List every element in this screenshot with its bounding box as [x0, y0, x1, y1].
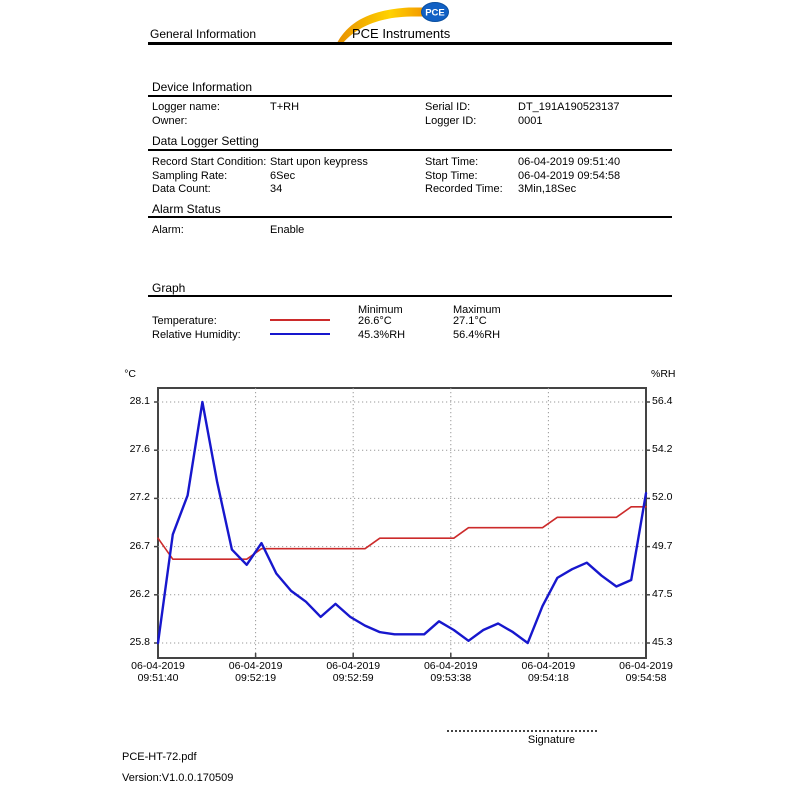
y-axis-left-tick-label: 26.7	[129, 539, 150, 552]
signature-line	[447, 730, 597, 732]
data-count-label: Data Count:	[152, 183, 211, 195]
recorded-time-value: 3Min,18Sec	[518, 183, 577, 195]
humidity-legend-line	[270, 333, 330, 335]
logger-id-label: Logger ID:	[425, 115, 477, 127]
page-title: General Information	[150, 27, 257, 41]
x-axis-tick-label: 06-04-2019 09:54:58	[619, 660, 673, 684]
line-chart	[97, 360, 697, 692]
logger-name-label: Logger name:	[152, 101, 220, 113]
y-axis-right-title: %RH	[651, 368, 676, 380]
x-axis-tick-label: 06-04-2019 09:52:59	[326, 660, 381, 684]
stop-time-value: 06-04-2019 09:54:58	[518, 170, 621, 182]
legend-col-maximum: Maximum	[453, 304, 501, 316]
stop-time-label: Stop Time:	[425, 170, 478, 182]
temperature-line	[158, 507, 646, 559]
brand-text: PCE Instruments	[352, 26, 451, 41]
section-title-graph: Graph	[152, 281, 186, 295]
signature-label: Signature	[527, 734, 575, 746]
start-time-label: Start Time:	[425, 156, 479, 168]
data-count-value: 34	[270, 183, 283, 195]
record-start-value: Start upon keypress	[270, 156, 368, 168]
start-time-value: 06-04-2019 09:51:40	[518, 156, 621, 168]
section-title-device-info: Device Information	[152, 80, 253, 94]
serial-id-value: DT_191A190523137	[518, 101, 620, 113]
record-start-label: Record Start Condition:	[152, 156, 267, 168]
section-title-logger-setting: Data Logger Setting	[152, 134, 259, 148]
legend-col-minimum: Minimum	[358, 304, 403, 316]
y-axis-left-tick-label: 26.2	[129, 587, 150, 600]
sampling-rate-value: 6Sec	[270, 170, 296, 182]
section-rule	[148, 95, 672, 97]
y-axis-right-tick-label: 47.5	[652, 587, 673, 600]
section-rule	[148, 295, 672, 297]
x-axis-tick-label: 06-04-2019 09:51:40	[131, 660, 185, 684]
logo-badge-text: PCE	[425, 7, 445, 19]
serial-id-label: Serial ID:	[425, 101, 471, 113]
footer-filename: PCE-HT-72.pdf	[122, 751, 197, 763]
logger-name-value: T+RH	[270, 101, 300, 113]
alarm-value: Enable	[270, 224, 305, 236]
y-axis-left-tick-label: 27.6	[129, 443, 150, 456]
plot-border	[158, 388, 646, 658]
y-axis-left-tick-label: 25.8	[129, 636, 150, 648]
section-rule	[148, 149, 672, 151]
humidity-min-value: 45.3%RH	[358, 329, 406, 341]
humidity-line	[158, 402, 646, 643]
alarm-label: Alarm:	[152, 224, 184, 236]
section-rule	[148, 216, 672, 218]
temperature-max-value: 27.1°C	[453, 315, 487, 327]
owner-label: Owner:	[152, 115, 188, 127]
humidity-max-value: 56.4%RH	[453, 329, 501, 341]
y-axis-right-tick-label: 54.2	[652, 443, 673, 456]
y-axis-left-tick-label: 28.1	[129, 395, 150, 407]
temperature-min-value: 26.6°C	[358, 315, 392, 327]
x-axis-tick-label: 06-04-2019 09:53:38	[423, 660, 478, 684]
legend-humidity-label: Relative Humidity:	[152, 329, 241, 341]
y-axis-left-title: °C	[124, 368, 136, 380]
x-axis-tick-label: 06-04-2019 09:52:19	[228, 660, 283, 684]
temperature-legend-line	[270, 319, 330, 321]
legend-temperature-label: Temperature:	[152, 315, 217, 327]
y-axis-right-tick-label: 45.3	[652, 636, 673, 648]
header-rule	[148, 42, 672, 45]
y-axis-left-tick-label: 27.2	[129, 491, 150, 504]
y-axis-right-tick-label: 56.4	[652, 395, 673, 407]
x-axis-tick-label: 06-04-2019 09:54:18	[521, 660, 576, 684]
footer-version: Version:V1.0.0.170509	[122, 772, 234, 784]
recorded-time-label: Recorded Time:	[425, 183, 503, 195]
logger-id-value: 0001	[518, 115, 543, 127]
y-axis-right-tick-label: 52.0	[652, 491, 673, 504]
y-axis-right-tick-label: 49.7	[652, 539, 673, 552]
section-title-alarm-status: Alarm Status	[152, 202, 221, 216]
sampling-rate-label: Sampling Rate:	[152, 170, 228, 182]
